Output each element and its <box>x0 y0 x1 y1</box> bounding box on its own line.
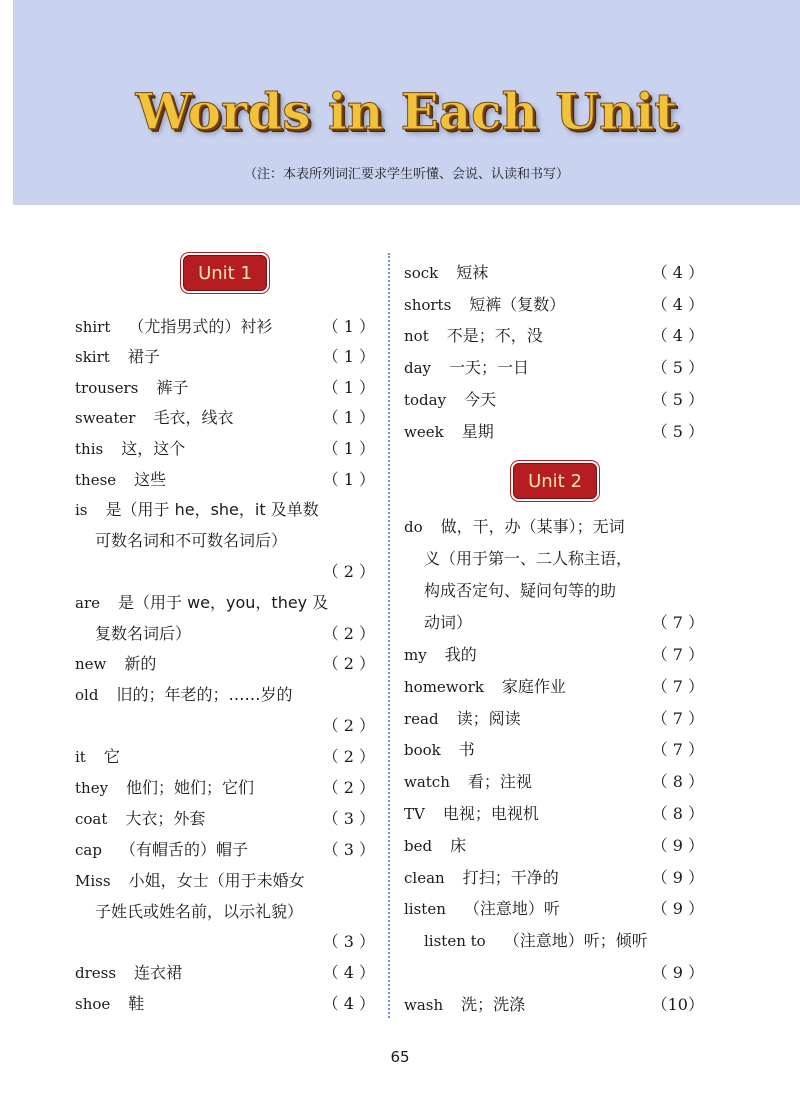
entry-word: not <box>404 327 429 345</box>
entry-word: day <box>404 359 432 377</box>
entry-meaning: 新的 <box>124 654 157 673</box>
entry-word: skirt <box>75 348 110 366</box>
entry-meaning: 小姐，女士（用于未婚女 <box>128 871 305 890</box>
list-item <box>404 608 704 638</box>
entry-meaning: 读；阅读 <box>456 709 521 728</box>
entry-meaning: 他们；她们；它们 <box>126 778 255 797</box>
entry-meaning: 电视；电视机 <box>442 804 539 823</box>
entry-word: sock <box>404 264 439 282</box>
right-column-unit1 <box>404 258 704 448</box>
entry-meaning-continued: 可数名词和不可数名词后） <box>95 531 288 550</box>
entry-meaning: （有帽舌的）帽子 <box>119 840 248 859</box>
list-item <box>404 767 704 797</box>
entry-page: （ 3 ） <box>322 932 375 951</box>
list-item <box>404 290 704 320</box>
page-title: Words in Each Unit <box>135 82 678 141</box>
entry-meaning: 做，干，办（某事）；无词 <box>440 517 625 536</box>
entry-page: （ 7 ） <box>651 709 704 728</box>
entry-word: coat <box>75 810 108 828</box>
entry-word: this <box>75 440 104 458</box>
unit-1-badge: Unit 1 <box>183 255 267 291</box>
entry-page: （10） <box>651 995 704 1014</box>
entry-word: Miss <box>75 872 111 890</box>
entry-page: （ 2 ） <box>322 747 375 766</box>
entry-page: （ 2 ） <box>322 778 375 797</box>
list-item <box>404 385 704 415</box>
entry-word: dress <box>75 964 117 982</box>
entry-page: （ 1 ） <box>322 378 375 397</box>
list-item <box>404 831 704 861</box>
entry-word: cap <box>75 841 102 859</box>
list-item <box>404 990 704 1020</box>
entry-word: do <box>404 518 423 536</box>
entry-word: it <box>75 748 86 766</box>
list-item <box>404 640 704 670</box>
entry-meaning: 大衣；外套 <box>125 809 206 828</box>
entry-meaning: 裤子 <box>156 378 189 397</box>
entry-page: （ 1 ） <box>322 439 375 458</box>
entry-meaning: （注意地）听；倾听 <box>503 931 648 950</box>
entry-page: （ 7 ） <box>651 677 704 696</box>
list-item <box>404 672 704 702</box>
entry-page: （ 1 ） <box>322 470 375 489</box>
entry-meaning: 旧的；年老的；……岁的 <box>116 685 293 704</box>
entry-word: trousers <box>75 379 139 397</box>
entry-word: are <box>75 594 100 612</box>
list-item <box>75 619 375 649</box>
entry-meaning: 毛衣，线衣 <box>153 408 234 427</box>
entry-page: （ 7 ） <box>651 645 704 664</box>
list-item <box>75 742 375 772</box>
list-item <box>404 799 704 829</box>
entry-page: （ 2 ） <box>322 716 375 735</box>
entry-word: they <box>75 779 109 797</box>
entry-word: clean <box>404 869 445 887</box>
entry-meaning: 不是；不，没 <box>446 326 543 345</box>
left-column <box>75 312 375 1022</box>
entry-word: shoe <box>75 995 111 1013</box>
list-item <box>75 342 375 372</box>
entry-meaning: 鞋 <box>128 994 145 1013</box>
entry-page: （ 1 ） <box>322 317 375 336</box>
entry-page: （ 7 ） <box>651 740 704 759</box>
entry-meaning: 家庭作业 <box>501 677 566 696</box>
list-item <box>404 863 704 893</box>
entry-page: （ 2 ） <box>322 654 375 673</box>
list-item <box>404 258 704 288</box>
list-item <box>75 495 375 525</box>
list-item <box>75 835 375 865</box>
entry-page: （ 1 ） <box>322 347 375 366</box>
list-item <box>75 588 375 618</box>
list-item <box>75 649 375 679</box>
list-item <box>75 312 375 342</box>
list-item <box>404 735 704 765</box>
entry-page: （ 9 ） <box>651 836 704 855</box>
entry-word: wash <box>404 996 444 1014</box>
list-item <box>75 866 375 896</box>
entry-meaning: 裙子 <box>127 347 160 366</box>
entry-word: these <box>75 471 117 489</box>
entry-page: （ 3 ） <box>322 840 375 859</box>
entry-meaning-continued: 构成否定句、疑问句等的助 <box>424 581 617 600</box>
entry-word: new <box>75 655 107 673</box>
list-item <box>404 958 704 988</box>
entry-word: week <box>404 423 444 441</box>
entry-page: （ 7 ） <box>651 613 704 632</box>
entry-word: watch <box>404 773 450 791</box>
entry-meaning: 是（用于 we，you，they 及 <box>118 593 329 612</box>
entry-page: （ 5 ） <box>651 358 704 377</box>
list-item <box>75 557 375 587</box>
entry-word: book <box>404 741 441 759</box>
entry-meaning: 这，这个 <box>121 439 186 458</box>
entry-page: （ 8 ） <box>651 772 704 791</box>
entry-meaning: 短裤（复数） <box>469 295 566 314</box>
entry-word: listen to <box>424 932 486 950</box>
entry-word: bed <box>404 837 433 855</box>
entry-word: shirt <box>75 318 111 336</box>
entry-page: （ 9 ） <box>651 868 704 887</box>
entry-meaning: 看；注视 <box>467 772 532 791</box>
entry-meaning: 床 <box>450 836 467 855</box>
entry-page: （ 4 ） <box>651 295 704 314</box>
entry-meaning: 打扫；干净的 <box>462 868 559 887</box>
list-item <box>404 321 704 351</box>
entry-meaning-continued: 义（用于第一、二人称主语， <box>424 549 633 568</box>
entry-page: （ 9 ） <box>651 899 704 918</box>
list-item <box>75 773 375 803</box>
entry-meaning-continued: 子姓氏或姓名前，以示礼貌） <box>95 902 304 921</box>
list-item <box>404 417 704 447</box>
entry-meaning: 连衣裙 <box>134 963 183 982</box>
entry-page: （ 5 ） <box>651 390 704 409</box>
list-item <box>75 434 375 464</box>
entry-word: is <box>75 501 88 519</box>
entry-meaning: 星期 <box>461 422 494 441</box>
entry-page: （ 8 ） <box>651 804 704 823</box>
entry-page: （ 1 ） <box>322 408 375 427</box>
entry-word: TV <box>404 805 425 823</box>
entry-meaning: 这些 <box>134 470 167 489</box>
list-item <box>404 353 704 383</box>
page-note: （注：本表所列词汇要求学生听懂、会说、认读和书写） <box>243 167 569 182</box>
entry-word: old <box>75 686 99 704</box>
entry-meaning: 一天；一日 <box>449 358 530 377</box>
entry-meaning: （尤指男式的）衬衫 <box>128 317 273 336</box>
unit-2-badge: Unit 2 <box>513 463 597 499</box>
entry-meaning: 书 <box>458 740 475 759</box>
entry-meaning: （注意地）听 <box>463 899 560 918</box>
entry-page: （ 4 ） <box>651 326 704 345</box>
list-item <box>424 926 704 956</box>
entry-page: （ 4 ） <box>322 963 375 982</box>
column-divider <box>388 253 390 1018</box>
entry-page: （ 4 ） <box>651 263 704 282</box>
page-number: 65 <box>390 1048 410 1066</box>
entry-page: （ 2 ） <box>322 562 375 581</box>
list-item <box>404 894 704 924</box>
entry-word: homework <box>404 678 484 696</box>
list-item <box>75 465 375 495</box>
entry-meaning: 它 <box>103 747 120 766</box>
list-item <box>75 403 375 433</box>
entry-meaning: 今天 <box>464 390 497 409</box>
entry-page: （ 2 ） <box>322 624 375 643</box>
header-banner <box>13 0 800 205</box>
entry-word: sweater <box>75 409 136 427</box>
entry-word: today <box>404 391 447 409</box>
entry-word: my <box>404 646 427 664</box>
entry-page: （ 3 ） <box>322 809 375 828</box>
list-item <box>75 680 375 710</box>
entry-meaning: 我的 <box>444 645 477 664</box>
list-item <box>75 989 375 1019</box>
list-item <box>404 512 704 542</box>
right-column-unit2 <box>404 512 704 1022</box>
entry-page: （ 4 ） <box>322 994 375 1013</box>
entry-meaning-continued: 动词） <box>424 613 473 632</box>
entry-word: shorts <box>404 296 452 314</box>
entry-meaning-continued: 复数名词后） <box>95 624 192 643</box>
list-item <box>75 373 375 403</box>
entry-word: listen <box>404 900 446 918</box>
entry-word: read <box>404 710 439 728</box>
list-item <box>75 927 375 957</box>
list-item <box>404 704 704 734</box>
entry-meaning: 短袜 <box>456 263 489 282</box>
entry-page: （ 5 ） <box>651 422 704 441</box>
list-item <box>75 958 375 988</box>
entry-meaning: 是（用于 he，she，it 及单数 <box>105 500 319 519</box>
entry-meaning: 洗；洗涤 <box>461 995 526 1014</box>
list-item <box>75 804 375 834</box>
list-item <box>75 711 375 741</box>
entry-page: （ 9 ） <box>651 963 704 982</box>
